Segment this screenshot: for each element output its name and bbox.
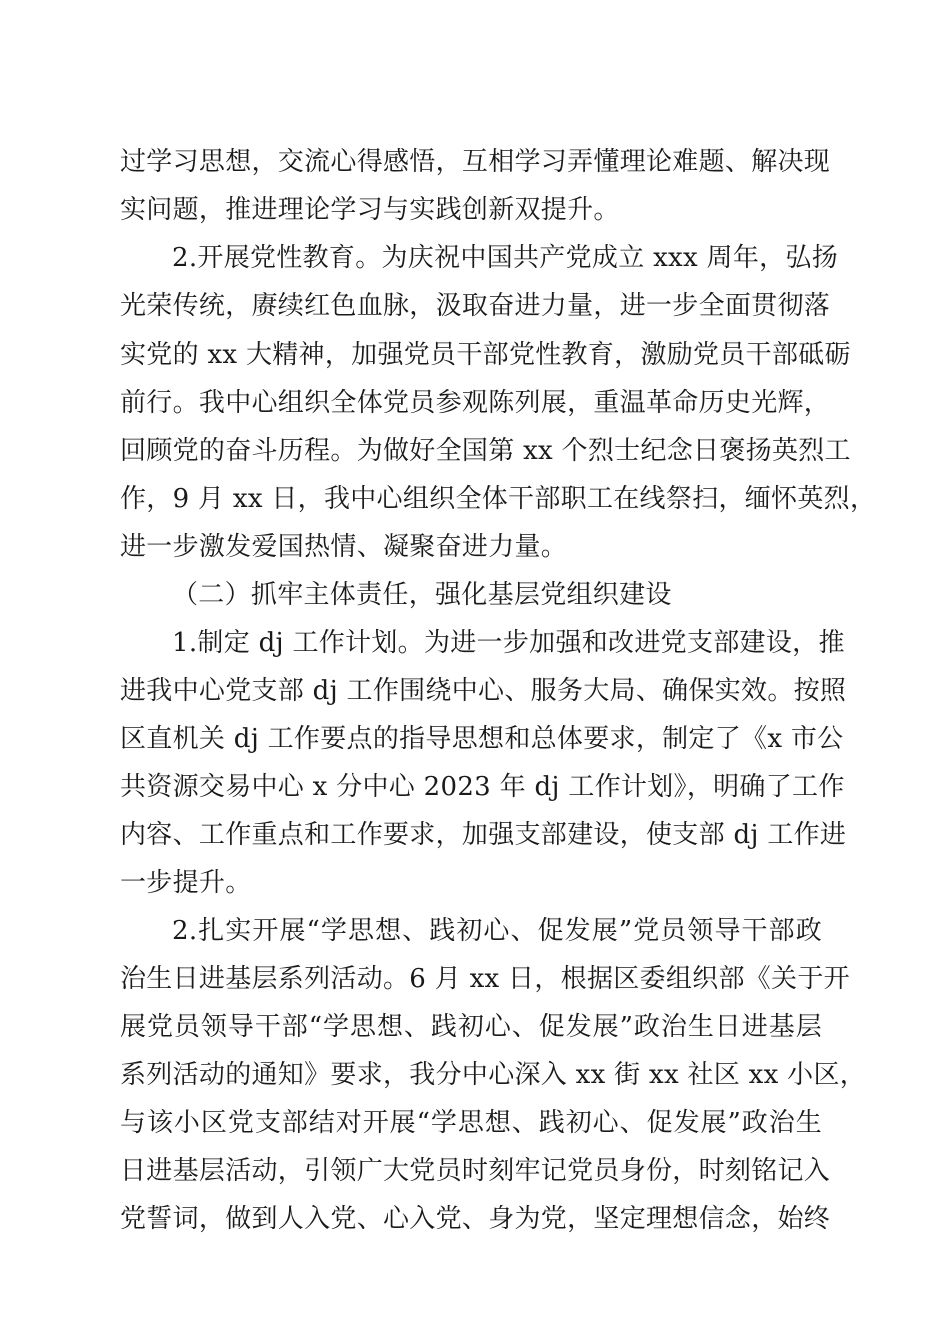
section-heading: （二）抓牢主体责任，强化基层党组织建设 (172, 580, 672, 610)
paragraph-start: 1.制定 dj 工作计划。为进一步加强和改进党支部建设，推 (172, 628, 845, 658)
text-line: 进我中心党支部 dj 工作围绕中心、服务大局、确保实效。按照 (120, 676, 847, 706)
text-line: 日进基层活动，引领广大党员时刻牢记党员身份，时刻铭记入 (120, 1156, 831, 1186)
text-line: 区直机关 dj 工作要点的指导思想和总体要求，制定了《x 市公 (120, 724, 844, 754)
text-line: 内容、工作重点和工作要求，加强支部建设，使支部 dj 工作进 (120, 820, 847, 850)
text-line: 系列活动的通知》要求，我分中心深入 xx 街 xx 社区 xx 小区， (120, 1060, 867, 1090)
text-line: 作，9 月 xx 日，我中心组织全体干部职工在线祭扫，缅怀英烈， (120, 484, 877, 514)
text-line: 治生日进基层系列活动。6 月 xx 日，根据区委组织部《关于开 (120, 964, 850, 994)
text-line: 一步提升。 (120, 868, 252, 898)
text-line: 回顾党的奋斗历程。为做好全国第 xx 个烈士纪念日褒扬英烈工 (120, 436, 851, 466)
paragraph-start: 2.扎实开展“学思想、践初心、促发展”党员领导干部政 (172, 916, 822, 946)
text-line: 展党员领导干部“学思想、践初心、促发展”政治生日进基层 (120, 1012, 822, 1042)
text-line: 进一步激发爱国热情、凝聚奋进力量。 (120, 532, 568, 562)
text-line: 实问题，推进理论学习与实践创新双提升。 (120, 195, 620, 225)
paragraph-start: 2.开展党性教育。为庆祝中国共产党成立 xxx 周年，弘扬 (172, 243, 839, 273)
text-line: 实党的 xx 大精神，加强党员干部党性教育，激励党员干部砥砺 (120, 340, 851, 370)
text-line: 与该小区党支部结对开展“学思想、践初心、促发展”政治生 (120, 1108, 822, 1138)
text-line: 光荣传统，赓续红色血脉，汲取奋进力量，进一步全面贯彻落 (120, 291, 831, 321)
text-line: 共资源交易中心 x 分中心 2023 年 dj 工作计划》，明确了工作 (120, 772, 845, 802)
text-line: 前行。我中心组织全体党员参观陈列展，重温革命历史光辉， (120, 388, 831, 418)
text-line: 过学习思想，交流心得感悟，互相学习弄懂理论难题、解决现 (120, 147, 831, 177)
text-line: 党誓词，做到人入党、心入党、身为党，坚定理想信念，始终 (120, 1204, 831, 1234)
